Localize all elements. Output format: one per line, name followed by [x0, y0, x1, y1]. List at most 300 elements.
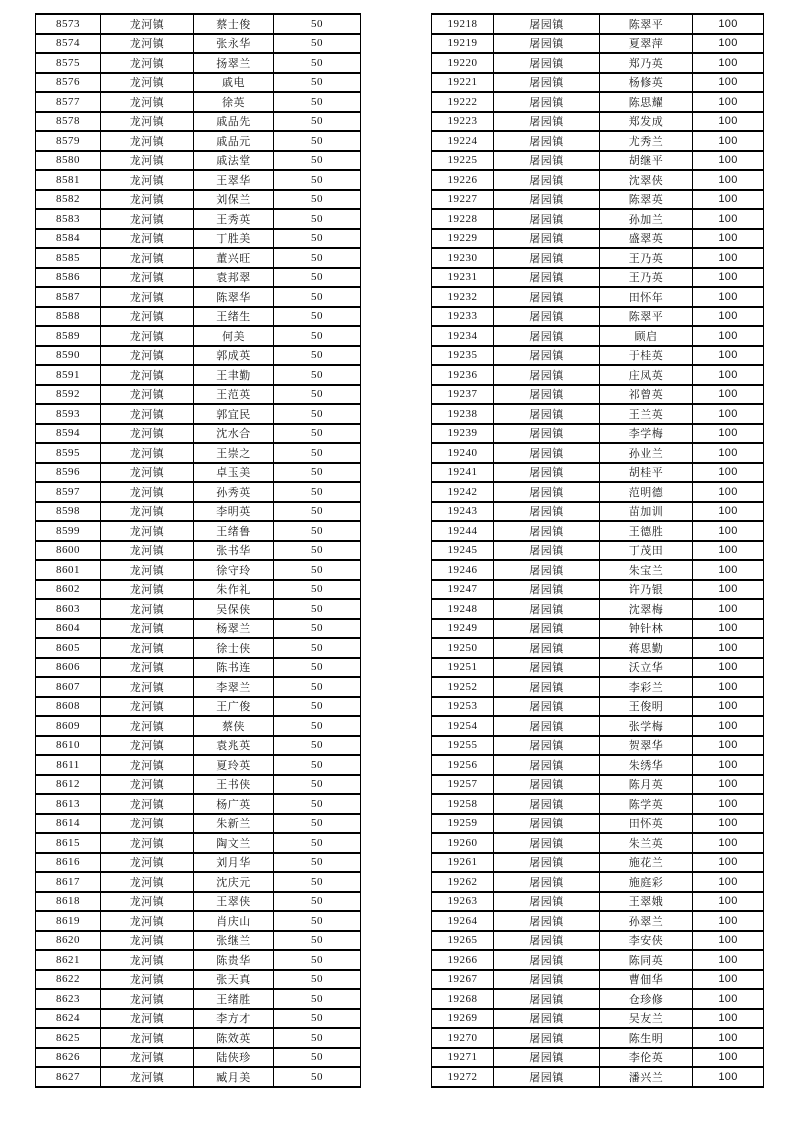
table-row	[432, 658, 764, 678]
table-row	[36, 950, 361, 970]
record-id: 8600	[36, 541, 101, 561]
town-name: 龙河镇	[101, 112, 194, 132]
person-name: 王范英	[194, 385, 274, 405]
record-id: 19251	[432, 658, 494, 678]
person-name: 陈书连	[194, 658, 274, 678]
person-name: 郑发成	[600, 112, 693, 132]
roster-table-right-body	[432, 14, 764, 1087]
record-id: 8595	[36, 443, 101, 463]
town-name: 龙河镇	[101, 248, 194, 268]
person-name: 许乃银	[600, 580, 693, 600]
town-name: 龙河镇	[101, 463, 194, 483]
amount: 100	[693, 931, 764, 951]
record-id: 19222	[432, 92, 494, 112]
town-name: 屠园镇	[494, 989, 600, 1009]
town-name: 屠园镇	[494, 658, 600, 678]
town-name: 屠园镇	[494, 482, 600, 502]
table-row	[36, 209, 361, 229]
person-name: 王翠娥	[600, 892, 693, 912]
person-name: 潘兴兰	[600, 1067, 693, 1087]
person-name: 施花兰	[600, 853, 693, 873]
town-name: 屠园镇	[494, 580, 600, 600]
person-name: 张书华	[194, 541, 274, 561]
amount: 100	[693, 385, 764, 405]
town-name: 屠园镇	[494, 151, 600, 171]
table-row	[432, 541, 764, 561]
town-name: 龙河镇	[101, 404, 194, 424]
table-row	[36, 892, 361, 912]
record-id: 19265	[432, 931, 494, 951]
table-row	[432, 34, 764, 54]
record-id: 8621	[36, 950, 101, 970]
amount: 100	[693, 209, 764, 229]
person-name: 张学梅	[600, 716, 693, 736]
person-name: 陈月英	[600, 775, 693, 795]
record-id: 8624	[36, 1009, 101, 1029]
town-name: 龙河镇	[101, 736, 194, 756]
amount: 100	[693, 53, 764, 73]
record-id: 8578	[36, 112, 101, 132]
table-row	[432, 989, 764, 1009]
town-name: 龙河镇	[101, 775, 194, 795]
amount: 50	[274, 736, 361, 756]
person-name: 戚电	[194, 73, 274, 93]
town-name: 屠园镇	[494, 931, 600, 951]
record-id: 8579	[36, 131, 101, 151]
record-id: 8588	[36, 307, 101, 327]
town-name: 屠园镇	[494, 814, 600, 834]
town-name: 龙河镇	[101, 131, 194, 151]
table-row	[36, 619, 361, 639]
person-name: 王翠华	[194, 170, 274, 190]
table-row	[36, 833, 361, 853]
table-row	[432, 443, 764, 463]
town-name: 屠园镇	[494, 1048, 600, 1068]
table-row	[36, 287, 361, 307]
amount: 50	[274, 1067, 361, 1087]
record-id: 19232	[432, 287, 494, 307]
town-name: 龙河镇	[101, 326, 194, 346]
person-name: 陈效英	[194, 1028, 274, 1048]
person-name: 王绪生	[194, 307, 274, 327]
record-id: 19223	[432, 112, 494, 132]
amount: 100	[693, 911, 764, 931]
amount: 100	[693, 365, 764, 385]
table-row	[36, 443, 361, 463]
person-name: 陈同英	[600, 950, 693, 970]
town-name: 龙河镇	[101, 814, 194, 834]
person-name: 戚品先	[194, 112, 274, 132]
table-row	[432, 599, 764, 619]
amount: 100	[693, 892, 764, 912]
person-name: 吴友兰	[600, 1009, 693, 1029]
town-name: 屠园镇	[494, 385, 600, 405]
table-row	[36, 755, 361, 775]
amount: 100	[693, 112, 764, 132]
town-name: 龙河镇	[101, 209, 194, 229]
table-row	[36, 424, 361, 444]
table-row	[432, 853, 764, 873]
table-row	[432, 1009, 764, 1029]
record-id: 8618	[36, 892, 101, 912]
record-id: 8580	[36, 151, 101, 171]
amount: 50	[274, 463, 361, 483]
person-name: 王绪胜	[194, 989, 274, 1009]
record-id: 8594	[36, 424, 101, 444]
record-id: 19252	[432, 677, 494, 697]
record-id: 19253	[432, 697, 494, 717]
person-name: 王广俊	[194, 697, 274, 717]
record-id: 19224	[432, 131, 494, 151]
record-id: 8602	[36, 580, 101, 600]
person-name: 沈翠梅	[600, 599, 693, 619]
table-row	[432, 1048, 764, 1068]
record-id: 8615	[36, 833, 101, 853]
person-name: 沈庆元	[194, 872, 274, 892]
table-row	[36, 482, 361, 502]
record-id: 19236	[432, 365, 494, 385]
town-name: 龙河镇	[101, 892, 194, 912]
table-row	[36, 775, 361, 795]
town-name: 屠园镇	[494, 131, 600, 151]
amount: 50	[274, 170, 361, 190]
record-id: 19272	[432, 1067, 494, 1087]
town-name: 屠园镇	[494, 268, 600, 288]
person-name: 朱绣华	[600, 755, 693, 775]
record-id: 19231	[432, 268, 494, 288]
record-id: 8608	[36, 697, 101, 717]
person-name: 曹佃华	[600, 970, 693, 990]
town-name: 龙河镇	[101, 1009, 194, 1029]
person-name: 王乃英	[600, 268, 693, 288]
record-id: 19243	[432, 502, 494, 522]
person-name: 杨翠兰	[194, 619, 274, 639]
record-id: 19248	[432, 599, 494, 619]
town-name: 屠园镇	[494, 365, 600, 385]
table-row	[36, 814, 361, 834]
table-row	[36, 268, 361, 288]
record-id: 8587	[36, 287, 101, 307]
person-name: 胡继平	[600, 151, 693, 171]
town-name: 龙河镇	[101, 502, 194, 522]
table-row	[36, 1028, 361, 1048]
town-name: 屠园镇	[494, 716, 600, 736]
table-row	[432, 229, 764, 249]
amount: 100	[693, 658, 764, 678]
amount: 50	[274, 131, 361, 151]
amount: 100	[693, 1028, 764, 1048]
town-name: 龙河镇	[101, 521, 194, 541]
record-id: 19256	[432, 755, 494, 775]
table-row	[36, 502, 361, 522]
record-id: 19220	[432, 53, 494, 73]
person-name: 徐英	[194, 92, 274, 112]
record-id: 8616	[36, 853, 101, 873]
amount: 50	[274, 346, 361, 366]
person-name: 于桂英	[600, 346, 693, 366]
table-row	[36, 190, 361, 210]
table-row	[36, 658, 361, 678]
person-name: 苗加训	[600, 502, 693, 522]
town-name: 屠园镇	[494, 248, 600, 268]
person-name: 盛翠英	[600, 229, 693, 249]
record-id: 19268	[432, 989, 494, 1009]
town-name: 屠园镇	[494, 404, 600, 424]
record-id: 19238	[432, 404, 494, 424]
town-name: 屠园镇	[494, 307, 600, 327]
roster-table-right	[431, 13, 764, 1088]
record-id: 19229	[432, 229, 494, 249]
amount: 100	[693, 190, 764, 210]
record-id: 19246	[432, 560, 494, 580]
amount: 50	[274, 716, 361, 736]
record-id: 19244	[432, 521, 494, 541]
record-id: 8590	[36, 346, 101, 366]
table-row	[432, 892, 764, 912]
town-name: 龙河镇	[101, 73, 194, 93]
table-row	[36, 404, 361, 424]
person-name: 施庭彩	[600, 872, 693, 892]
amount: 50	[274, 638, 361, 658]
amount: 100	[693, 541, 764, 561]
record-id: 8591	[36, 365, 101, 385]
amount: 100	[693, 775, 764, 795]
amount: 100	[693, 755, 764, 775]
table-row	[36, 463, 361, 483]
person-name: 李方才	[194, 1009, 274, 1029]
table-row	[432, 755, 764, 775]
town-name: 龙河镇	[101, 1067, 194, 1087]
record-id: 19254	[432, 716, 494, 736]
record-id: 19240	[432, 443, 494, 463]
town-name: 屠园镇	[494, 872, 600, 892]
table-row	[36, 14, 361, 34]
table-row	[432, 794, 764, 814]
record-id: 19267	[432, 970, 494, 990]
town-name: 屠园镇	[494, 619, 600, 639]
town-name: 屠园镇	[494, 697, 600, 717]
table-row	[432, 814, 764, 834]
town-name: 屠园镇	[494, 92, 600, 112]
table-row	[36, 307, 361, 327]
town-name: 屠园镇	[494, 677, 600, 697]
person-name: 孙翠兰	[600, 911, 693, 931]
person-name: 田怀英	[600, 814, 693, 834]
town-name: 屠园镇	[494, 736, 600, 756]
record-id: 19237	[432, 385, 494, 405]
table-row	[36, 989, 361, 1009]
person-name: 李伦英	[600, 1048, 693, 1068]
table-row	[36, 911, 361, 931]
record-id: 19260	[432, 833, 494, 853]
table-row	[432, 14, 764, 34]
amount: 50	[274, 190, 361, 210]
table-row	[36, 131, 361, 151]
town-name: 龙河镇	[101, 658, 194, 678]
person-name: 李明英	[194, 502, 274, 522]
table-row	[36, 34, 361, 54]
table-row	[36, 931, 361, 951]
person-name: 刘保兰	[194, 190, 274, 210]
amount: 50	[274, 580, 361, 600]
table-row	[36, 1048, 361, 1068]
person-name: 沈翠侠	[600, 170, 693, 190]
record-id: 8584	[36, 229, 101, 249]
record-id: 8614	[36, 814, 101, 834]
person-name: 何美	[194, 326, 274, 346]
person-name: 陶文兰	[194, 833, 274, 853]
amount: 100	[693, 268, 764, 288]
amount: 50	[274, 326, 361, 346]
table-row	[432, 1067, 764, 1087]
record-id: 8573	[36, 14, 101, 34]
table-row	[432, 638, 764, 658]
amount: 100	[693, 950, 764, 970]
record-id: 19262	[432, 872, 494, 892]
table-row	[432, 112, 764, 132]
record-id: 8589	[36, 326, 101, 346]
table-row	[36, 229, 361, 249]
record-id: 8603	[36, 599, 101, 619]
record-id: 8599	[36, 521, 101, 541]
table-row	[432, 170, 764, 190]
record-id: 8586	[36, 268, 101, 288]
table-row	[36, 560, 361, 580]
table-row	[432, 736, 764, 756]
person-name: 朱作礼	[194, 580, 274, 600]
town-name: 龙河镇	[101, 677, 194, 697]
amount: 100	[693, 307, 764, 327]
town-name: 屠园镇	[494, 560, 600, 580]
amount: 100	[693, 1048, 764, 1068]
amount: 100	[693, 14, 764, 34]
amount: 100	[693, 872, 764, 892]
person-name: 孙秀英	[194, 482, 274, 502]
amount: 50	[274, 541, 361, 561]
record-id: 8613	[36, 794, 101, 814]
record-id: 19264	[432, 911, 494, 931]
amount: 100	[693, 131, 764, 151]
amount: 100	[693, 677, 764, 697]
amount: 50	[274, 911, 361, 931]
table-row	[432, 385, 764, 405]
table-row	[432, 833, 764, 853]
town-name: 龙河镇	[101, 346, 194, 366]
record-id: 19263	[432, 892, 494, 912]
person-name: 陈贵华	[194, 950, 274, 970]
table-row	[36, 599, 361, 619]
table-row	[432, 209, 764, 229]
amount: 50	[274, 775, 361, 795]
town-name: 龙河镇	[101, 385, 194, 405]
amount: 50	[274, 521, 361, 541]
person-name: 沈水合	[194, 424, 274, 444]
town-name: 屠园镇	[494, 287, 600, 307]
table-row	[36, 580, 361, 600]
table-row	[432, 131, 764, 151]
record-id: 8609	[36, 716, 101, 736]
amount: 100	[693, 521, 764, 541]
town-name: 屠园镇	[494, 326, 600, 346]
person-name: 陈学英	[600, 794, 693, 814]
amount: 50	[274, 970, 361, 990]
amount: 100	[693, 1067, 764, 1087]
table-row	[432, 619, 764, 639]
amount: 100	[693, 170, 764, 190]
table-row	[36, 385, 361, 405]
town-name: 屠园镇	[494, 950, 600, 970]
record-id: 19228	[432, 209, 494, 229]
amount: 100	[693, 970, 764, 990]
person-name: 陈翠平	[600, 14, 693, 34]
record-id: 19219	[432, 34, 494, 54]
town-name: 龙河镇	[101, 1048, 194, 1068]
person-name: 李学梅	[600, 424, 693, 444]
table-row	[36, 53, 361, 73]
amount: 100	[693, 151, 764, 171]
amount: 100	[693, 287, 764, 307]
person-name: 王乃英	[600, 248, 693, 268]
table-row	[432, 911, 764, 931]
table-row	[432, 248, 764, 268]
town-name: 屠园镇	[494, 14, 600, 34]
table-row	[432, 73, 764, 93]
amount: 50	[274, 482, 361, 502]
record-id: 8574	[36, 34, 101, 54]
amount: 100	[693, 482, 764, 502]
record-id: 19271	[432, 1048, 494, 1068]
town-name: 龙河镇	[101, 268, 194, 288]
amount: 50	[274, 385, 361, 405]
record-id: 8576	[36, 73, 101, 93]
person-name: 夏玲英	[194, 755, 274, 775]
table-row	[36, 1067, 361, 1087]
person-name: 贺翠华	[600, 736, 693, 756]
record-id: 19247	[432, 580, 494, 600]
table-row	[36, 697, 361, 717]
roster-table-left	[35, 13, 361, 1088]
person-name: 丁茂田	[600, 541, 693, 561]
table-row	[432, 463, 764, 483]
amount: 50	[274, 989, 361, 1009]
town-name: 屠园镇	[494, 521, 600, 541]
table-row	[432, 872, 764, 892]
town-name: 龙河镇	[101, 794, 194, 814]
table-row	[36, 736, 361, 756]
record-id: 8593	[36, 404, 101, 424]
amount: 100	[693, 326, 764, 346]
amount: 100	[693, 248, 764, 268]
record-id: 19221	[432, 73, 494, 93]
record-id: 19230	[432, 248, 494, 268]
record-id: 8575	[36, 53, 101, 73]
record-id: 19270	[432, 1028, 494, 1048]
town-name: 龙河镇	[101, 872, 194, 892]
table-row	[432, 502, 764, 522]
town-name: 龙河镇	[101, 911, 194, 931]
person-name: 杨广英	[194, 794, 274, 814]
table-row	[432, 346, 764, 366]
person-name: 丁胜美	[194, 229, 274, 249]
table-row	[36, 92, 361, 112]
town-name: 屠园镇	[494, 541, 600, 561]
town-name: 屠园镇	[494, 1067, 600, 1087]
table-row	[432, 970, 764, 990]
town-name: 龙河镇	[101, 170, 194, 190]
amount: 50	[274, 112, 361, 132]
town-name: 龙河镇	[101, 424, 194, 444]
amount: 50	[274, 892, 361, 912]
